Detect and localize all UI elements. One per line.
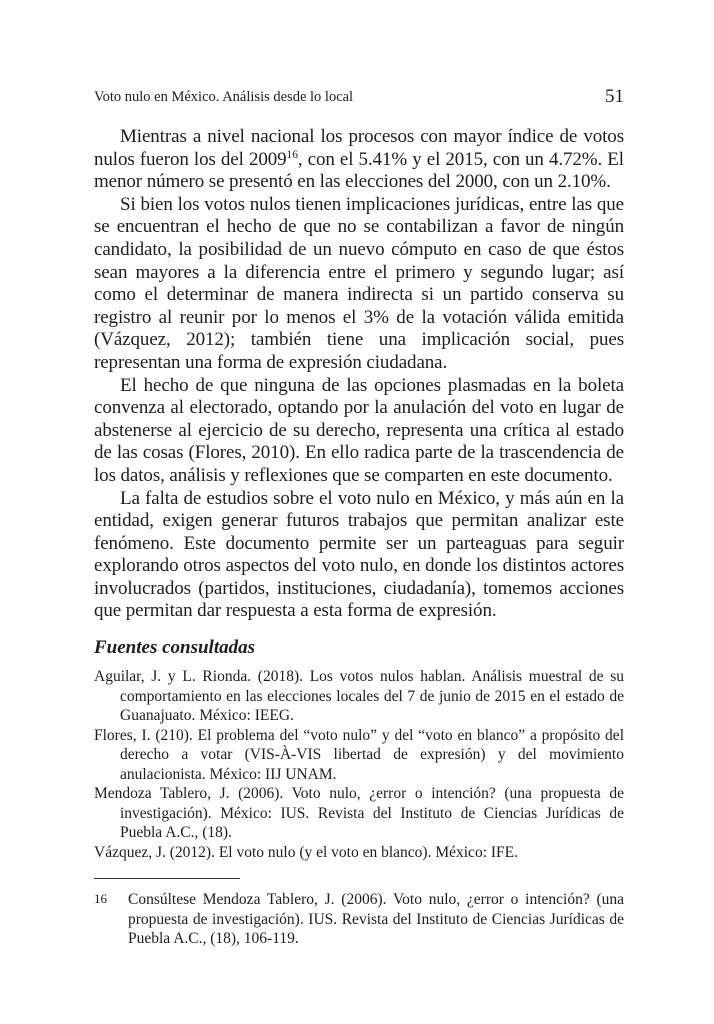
footnote-number: 16 bbox=[94, 891, 107, 906]
running-title: Voto nulo en México. Análisis desde lo local bbox=[94, 89, 354, 105]
reference-item: Flores, I. (210). El problema del “voto nulo” y del “voto en blanco” a propósito del derecho a votar (VIS-À-VIS libertad de expresión) y del movimiento anulacionista. México: IIJ UNAM. bbox=[94, 726, 624, 783]
reference-item: Mendoza Tablero, J. (2006). Voto nulo, ¿error o intención? (una propuesta de investigación). México: IUS. Revista del Instituto de Ciencias Jurídicas de Puebla A.C., (18). bbox=[94, 785, 624, 841]
paragraph-3: El hecho de que ninguna de las opciones plasmadas en la boleta convenza al electorado, optando por la anulación del voto en lugar de abstenerse al ejercicio de su derecho, representa una crítica al estado de las cosas (Flores, 2010). En ello radica parte de la trascendencia de los datos, análisis y reflexiones que se comparten en este documento. bbox=[94, 374, 624, 486]
running-header bbox=[94, 86, 624, 110]
reference-item: Aguilar, J. y L. Rionda. (2018). Los votos nulos hablan. Análisis muestral de su comportamiento en las elecciones locales del 7 de junio de 2015 en el estado de Guanajuato. México: IEEG. bbox=[94, 668, 624, 724]
paragraph-1 bbox=[94, 126, 624, 194]
sources-heading: Fuentes consultadas bbox=[94, 637, 256, 658]
paragraph-1-start: Mientras a nivel nacional los procesos con mayor índice de votos nulos fueron los del 2009 bbox=[94, 126, 624, 170]
reference-list bbox=[94, 667, 624, 862]
footnote-text: Consúltese Mendoza Tablero, J. (2006). Voto nulo, ¿error o intención? (una propuesta de investigación). IUS. Revista del Instituto de Ciencias Jurídicas de Puebla A.C., (18), 106-119. bbox=[128, 891, 624, 947]
footnote-reference[interactable]: 16 bbox=[286, 148, 298, 161]
footnote bbox=[94, 890, 624, 949]
page-number: 51 bbox=[605, 86, 624, 107]
body-text bbox=[94, 126, 624, 623]
paragraph-1-end: , con el 5.41% y el 2015, con un 4.72%. El menor número se presentó en las elecciones del 2000, con un 2.10%. bbox=[94, 148, 624, 193]
reference-item: Vázquez, J. (2012). El voto nulo (y el voto en blanco). México: IFE. bbox=[94, 843, 518, 861]
footnote-divider bbox=[94, 878, 240, 879]
paragraph-2: Si bien los votos nulos tienen implicaciones jurídicas, entre las que se encuentran el hecho de que no se contabilizan a favor de ningún candidato, la posibilidad de un nuevo cómputo en caso de que éstos sean mayores a la diferencia entre el primero y segundo lugar; así como el determinar de manera indirecta si un partido conserva su registro al reunir por lo menos el 3% de la votación válida emitida (Vázquez, 2012); también tiene una implicación social, pues representan una forma de expresión ciudadana. bbox=[94, 193, 624, 373]
paragraph-4: La falta de estudios sobre el voto nulo en México, y más aún en la entidad, exigen generar futuros trabajos que permitan analizar este fenómeno. Este documento permite ser un parteaguas para seguir explorando otros aspectos del voto nulo, en donde los distintos actores involucrados (partidos, instituciones, ciudadanía), tomemos acciones que permitan dar respuesta a esta forma de expresión. bbox=[94, 487, 624, 622]
